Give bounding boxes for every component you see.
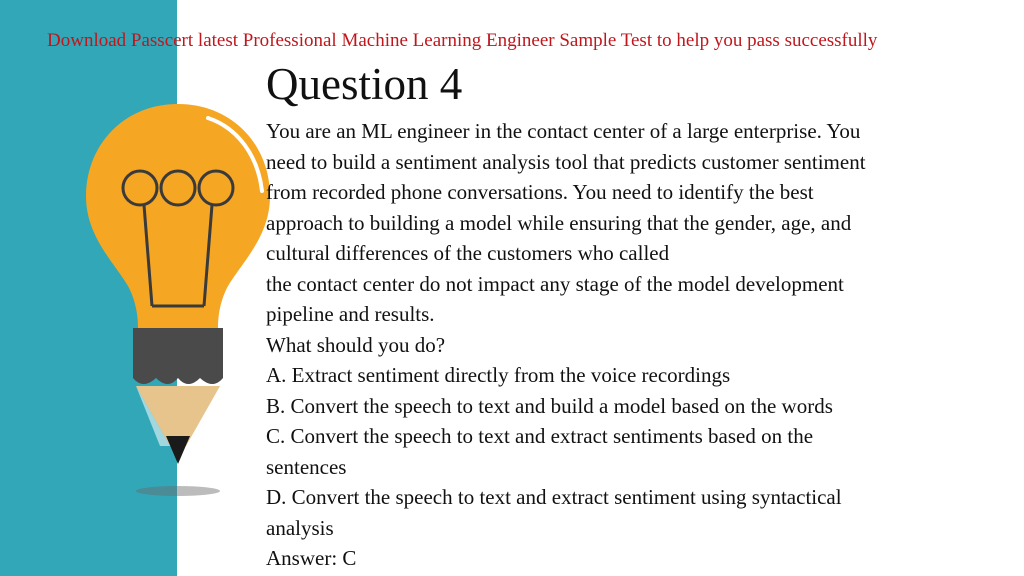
option-d: D. Convert the speech to text and extract sentiment using syntactical xyxy=(266,485,842,509)
question-text-line: cultural differences of the customers who called xyxy=(266,241,670,265)
question-text-line: pipeline and results. xyxy=(266,302,435,326)
question-body xyxy=(266,116,1006,574)
answer: Answer: C xyxy=(266,546,357,570)
question-text-line: You are an ML engineer in the contact center of a large enterprise. You xyxy=(266,119,861,143)
question-prompt: What should you do? xyxy=(266,332,446,357)
question-text-line: need to build a sentiment analysis tool that predicts customer sentiment xyxy=(266,149,866,174)
option-c: C. Convert the speech to text and extract sentiments based on the xyxy=(266,424,814,448)
option-a: A. Extract sentiment directly from the voice recordings xyxy=(266,363,731,387)
question-text-line: from recorded phone conversations. You need to identify the best xyxy=(266,180,814,204)
download-banner: Download Passcert latest Professional Machine Learning Engineer Sample Test to help you pass successfully xyxy=(47,30,878,51)
question-text-line: approach to building a model while ensuring that the gender, age, and xyxy=(266,210,852,235)
option-c-continued: sentences xyxy=(266,454,347,479)
question-title: Question 4 xyxy=(266,59,463,109)
option-d-continued: analysis xyxy=(266,515,334,540)
question-text-line: the contact center do not impact any stage of the model development xyxy=(266,271,844,296)
lightbulb-pencil-icon xyxy=(78,96,278,516)
option-b: B. Convert the speech to text and build a model based on the words xyxy=(266,393,833,418)
